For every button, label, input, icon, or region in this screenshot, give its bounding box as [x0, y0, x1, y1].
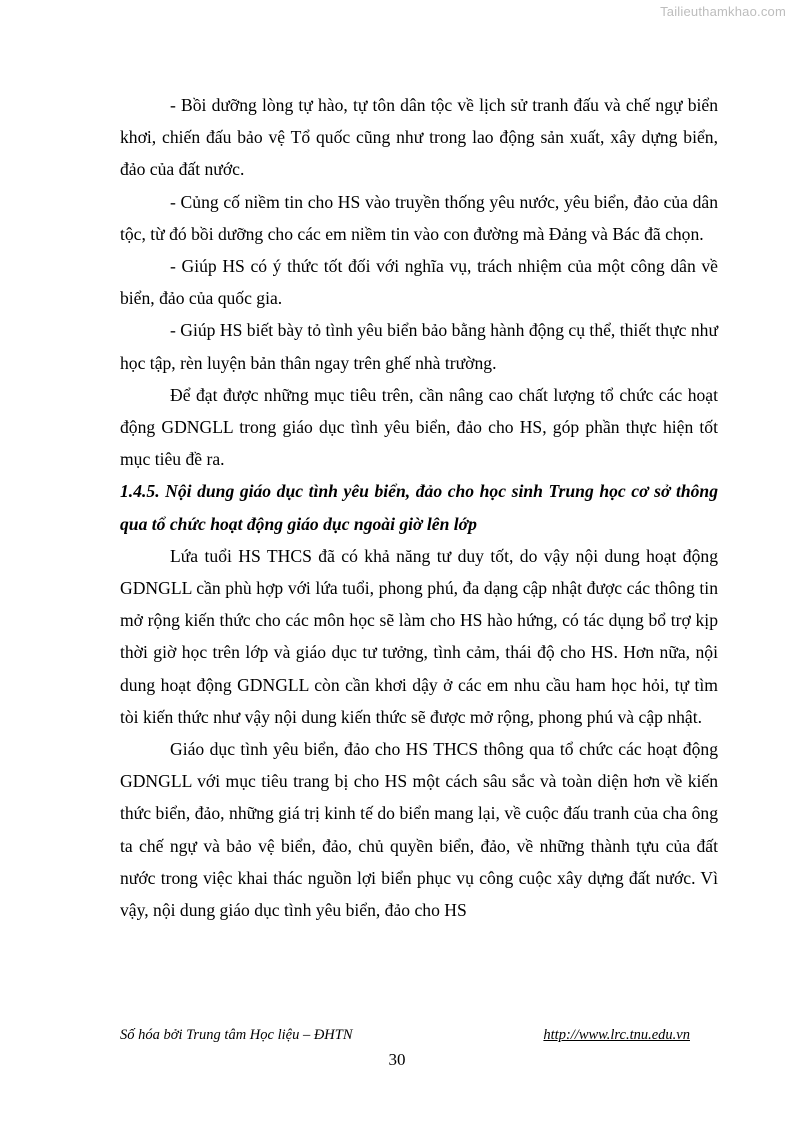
- body-paragraph: Để đạt được những mục tiêu trên, cần nâng cao chất lượng tổ chức các hoạt động GDNGLL trong giáo dục tình yêu biển, đảo cho HS, góp phần thực hiện tốt mục tiêu đề ra.: [120, 384, 718, 470]
- footer-source: Số hóa bởi Trung tâm Học liệu – ĐHTN: [120, 1027, 353, 1043]
- bullet-paragraph: - Giúp HS biết bày tỏ tình yêu biển bảo bằng hành động cụ thể, thiết thực như học tập, rèn luyện bản thân ngay trên ghế nhà trường.: [120, 320, 718, 373]
- footer-link[interactable]: http://www.lrc.tnu.edu.vn: [543, 1027, 690, 1043]
- page-number: 30: [388, 1050, 406, 1069]
- bullet-paragraph: - Giúp HS có ý thức tốt đối với nghĩa vụ, trách nhiệm của một công dân về biển, đảo của quốc gia.: [120, 256, 718, 309]
- body-paragraph: Giáo dục tình yêu biển, đảo cho HS THCS thông qua tổ chức các hoạt động GDNGLL với mục tiêu trang bị cho HS một cách sâu sắc và toàn diện hơn về kiến thức biển, đảo, những giá trị kinh tế do biển mang lại, về cuộc đấu tranh của cha ông ta chế ngự và bảo vệ biển, đảo, chủ quyền biển, đảo, về những thành tựu của đất nước trong việc khai thác nguồn lợi biển phục vụ công cuộc xây dựng đất nước. Vì vậy, nội dung giáo dục tình yêu biển, đảo cho HS: [120, 739, 718, 921]
- bullet-paragraph: - Bồi dưỡng lòng tự hào, tự tôn dân tộc về lịch sử tranh đấu và chế ngự biển khơi, chiến đấu bảo vệ Tổ quốc cũng như trong lao động sản xuất, xây dựng biển, đảo của đất nước.: [120, 95, 718, 180]
- bullet-paragraph: - Củng cố niềm tin cho HS vào truyền thống yêu nước, yêu biển, đảo của dân tộc, từ đó bồi dưỡng cho các em niềm tin vào con đường mà Đảng và Bác đã chọn.: [120, 191, 718, 244]
- document-body: [120, 89, 718, 926]
- watermark: Tailieuthamkhao.com: [660, 4, 786, 19]
- body-paragraph: Lứa tuổi HS THCS đã có khả năng tư duy tốt, do vậy nội dung hoạt động GDNGLL cần phù hợp với lứa tuổi, phong phú, đa dạng cập nhật được các thông tin mở rộng kiến thức cho các môn học sẽ làm cho HS hào hứng, có tác dụng bổ trợ kịp thời giờ học trên lớp và giáo dục tư tưởng, tình cảm, thái độ cho HS. Hơn nữa, nội dung hoạt động GDNGLL còn cần khơi dậy ở các em nhu cầu ham học hỏi, tự tìm tòi kiến thức như vậy nội dung kiến thức sẽ được mở rộng, phong phú và cập nhật.: [120, 545, 718, 727]
- section-heading: 1.4.5. Nội dung giáo dục tình yêu biển, đảo cho học sinh Trung học cơ sở thông qua tổ chức hoạt động giáo dục ngoài giờ lên lớp: [120, 481, 718, 534]
